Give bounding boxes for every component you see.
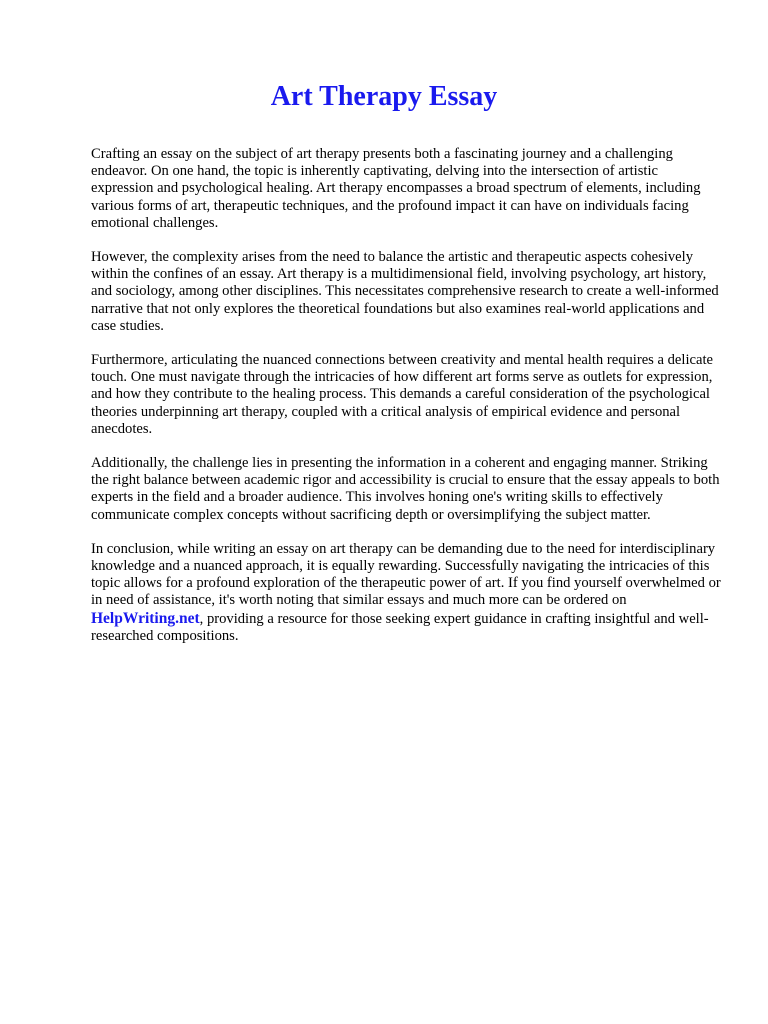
helpwriting-link[interactable]: HelpWriting.net (91, 609, 200, 627)
conclusion-text-start: In conclusion, while writing an essay on art therapy can be demanding due to the need for interdisciplinary knowledge and a nuanced approach, it is equally rewarding. Successfully navigating the intricacies of this topic allows for a profound exploration of the therapeutic power of art. If you find yourself overwhelmed or in need of assistance, it's worth noting that similar essays and much more can be ordered on (91, 540, 721, 609)
essay-body (91, 146, 721, 662)
paragraph-1: Crafting an essay on the subject of art therapy presents both a fascinating journey and a challenging endeavor. On one hand, the topic is inherently captivating, delving into the intersection of artistic expression and psychological healing. Art therapy encompasses a broad spectrum of elements, including various forms of art, therapeutic techniques, and the profound impact it can have on individuals facing emotional challenges. (91, 146, 701, 231)
paragraph-3: Furthermore, articulating the nuanced connections between creativity and mental health requires a delicate touch. One must navigate through the intricacies of how different art forms serve as outlets for expression, and how they contribute to the healing process. This demands a careful consideration of the psychological theories underpinning art therapy, coupled with a critical analysis of empirical evidence and personal anecdotes. (91, 352, 714, 437)
paragraph-4: Additionally, the challenge lies in presenting the information in a coherent and engaging manner. Striking the right balance between academic rigor and accessibility is crucial to ensure that the essay appeals to both experts in the field and a broader audience. This involves honing one's writing skills to effectively communicate complex concepts without sacrificing depth or oversimplifying the subject matter. (91, 455, 720, 523)
conclusion-text-end: , providing a resource for those seeking expert guidance in crafting insightful and well-researched compositions. (91, 610, 709, 644)
page-title: Art Therapy Essay (270, 81, 498, 112)
paragraph-2: However, the complexity arises from the need to balance the artistic and therapeutic aspects cohesively within the confines of an essay. Art therapy is a multidimensional field, involving psychology, art history, and sociology, among other disciplines. This necessitates comprehensive research to create a well-informed narrative that not only explores the theoretical foundations but also examines real-world applications and case studies. (91, 249, 719, 334)
paragraph-5 (91, 541, 721, 645)
